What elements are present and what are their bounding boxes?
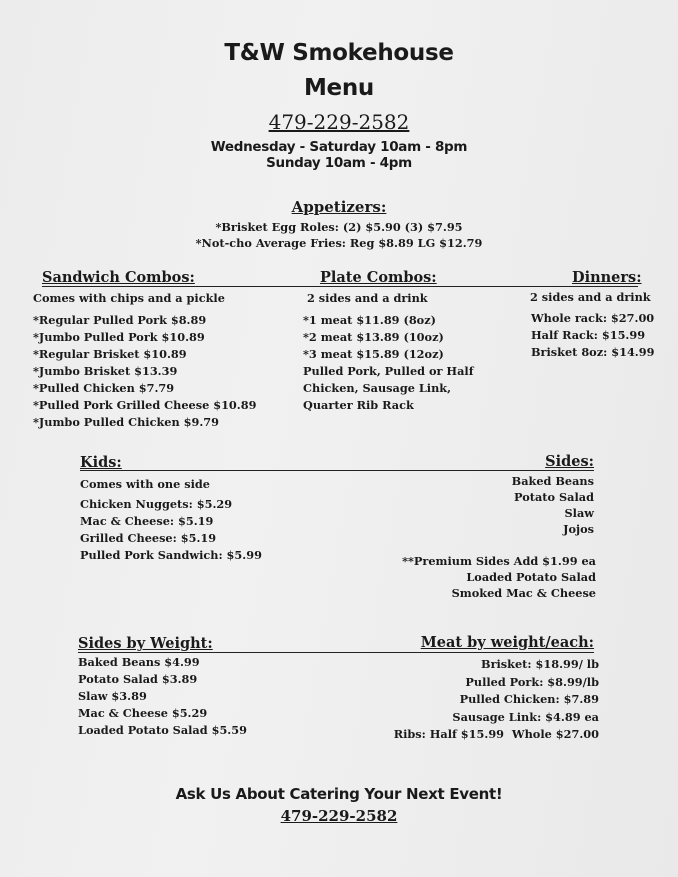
list-item: Brisket: $18.99/ lb <box>481 657 599 671</box>
list-item: *2 meat $13.89 (10oz) <box>303 330 444 344</box>
dinners-note: 2 sides and a drink <box>530 290 651 304</box>
list-item: Mac & Cheese $5.29 <box>78 706 208 720</box>
list-item: Pulled Pork Sandwich: $5.99 <box>80 548 262 562</box>
sandwich-combos-note: Comes with chips and a pickle <box>33 291 225 305</box>
list-item: Brisket 8oz: $14.99 <box>531 345 655 359</box>
list-item: Quarter Rib Rack <box>303 398 414 412</box>
list-item: *Jumbo Pulled Pork $10.89 <box>33 330 205 344</box>
menu-subtitle: Menu <box>303 75 375 101</box>
premium-sides-note: **Premium Sides Add $1.99 ea <box>402 554 596 568</box>
section-rule-weight <box>78 652 594 653</box>
meat-by-weight-list <box>380 656 599 744</box>
list-item: Chicken, Sausage Link, <box>303 381 452 395</box>
list-item: *Jumbo Pulled Chicken $9.79 <box>33 415 220 429</box>
list-item: Pulled Pork: $8.99/lb <box>465 674 599 689</box>
list-item: Smoked Mac & Cheese <box>451 586 596 600</box>
restaurant-name: T&W Smokehouse <box>224 40 454 66</box>
list-item: Ribs: Half $15.99 Whole $27.00 <box>393 727 599 741</box>
list-item: *1 meat $11.89 (8oz) <box>303 313 436 327</box>
sides-heading: Sides: <box>545 453 594 470</box>
catering-callout: Ask Us About Catering Your Next Event! <box>175 785 503 803</box>
meat-by-weight-heading: Meat by weight/each: <box>420 634 594 651</box>
appetizers-heading: Appetizers: <box>291 198 387 216</box>
hours-weekday: Wednesday - Saturday 10am - 8pm <box>210 139 468 155</box>
list-item: *Jumbo Brisket $13.39 <box>33 364 178 378</box>
sides-by-weight-heading: Sides by Weight: <box>78 635 213 652</box>
premium-sides <box>380 553 596 601</box>
list-item: Jojos <box>563 522 594 536</box>
list-item: Slaw <box>564 506 594 520</box>
kids-note: Comes with one side <box>80 477 210 491</box>
sandwich-combos-heading: Sandwich Combos: <box>42 269 195 286</box>
section-rule-combos <box>42 286 638 287</box>
list-item: *Pulled Chicken $7.79 <box>33 381 175 395</box>
header-phone: 479-229-2582 <box>268 110 410 134</box>
list-item: Grilled Cheese: $5.19 <box>80 531 217 545</box>
list-item: *Pulled Pork Grilled Cheese $10.89 <box>33 398 257 412</box>
appetizer-item: *Brisket Egg Roles: (2) $5.90 (3) $7.95 <box>215 220 463 234</box>
list-item: Chicken Nuggets: $5.29 <box>80 497 233 511</box>
list-item: Pulled Pork, Pulled or Half <box>303 364 474 378</box>
list-item: Loaded Potato Salad $5.59 <box>78 723 247 737</box>
sides-list <box>400 473 594 537</box>
plate-combos-list <box>303 312 474 414</box>
sandwich-combos-list <box>33 312 256 431</box>
kids-list <box>80 496 262 564</box>
list-item: Pulled Chicken: $7.89 <box>459 692 599 706</box>
list-item: Sausage Link: $4.89 ea <box>452 709 599 724</box>
section-rule-kids <box>80 470 594 471</box>
list-item: *Regular Pulled Pork $8.89 <box>33 313 207 327</box>
list-item: Baked Beans $4.99 <box>78 655 200 669</box>
list-item: *Regular Brisket $10.89 <box>33 347 187 361</box>
list-item: Potato Salad $3.89 <box>78 672 198 686</box>
list-item: Half Rack: $15.99 <box>531 328 646 342</box>
list-item: *3 meat $15.89 (12oz) <box>303 347 444 361</box>
list-item: Loaded Potato Salad <box>466 570 596 584</box>
dinners-heading: Dinners: <box>572 269 642 286</box>
list-item: Slaw $3.89 <box>78 689 147 703</box>
sides-by-weight-list <box>78 654 247 739</box>
plate-combos-note: 2 sides and a drink <box>307 291 428 305</box>
footer-phone: 479-229-2582 <box>280 807 398 825</box>
list-item: Potato Salad <box>514 490 594 504</box>
list-item: Baked Beans <box>511 474 594 488</box>
list-item: Whole rack: $27.00 <box>531 311 655 325</box>
hours-sunday: Sunday 10am - 4pm <box>266 155 412 171</box>
appetizer-item: *Not-cho Average Fries: Reg $8.89 LG $12.79 <box>195 236 483 250</box>
kids-heading: Kids: <box>80 454 122 471</box>
plate-combos-heading: Plate Combos: <box>320 269 437 286</box>
dinners-list <box>531 310 654 361</box>
list-item: Mac & Cheese: $5.19 <box>80 514 214 528</box>
